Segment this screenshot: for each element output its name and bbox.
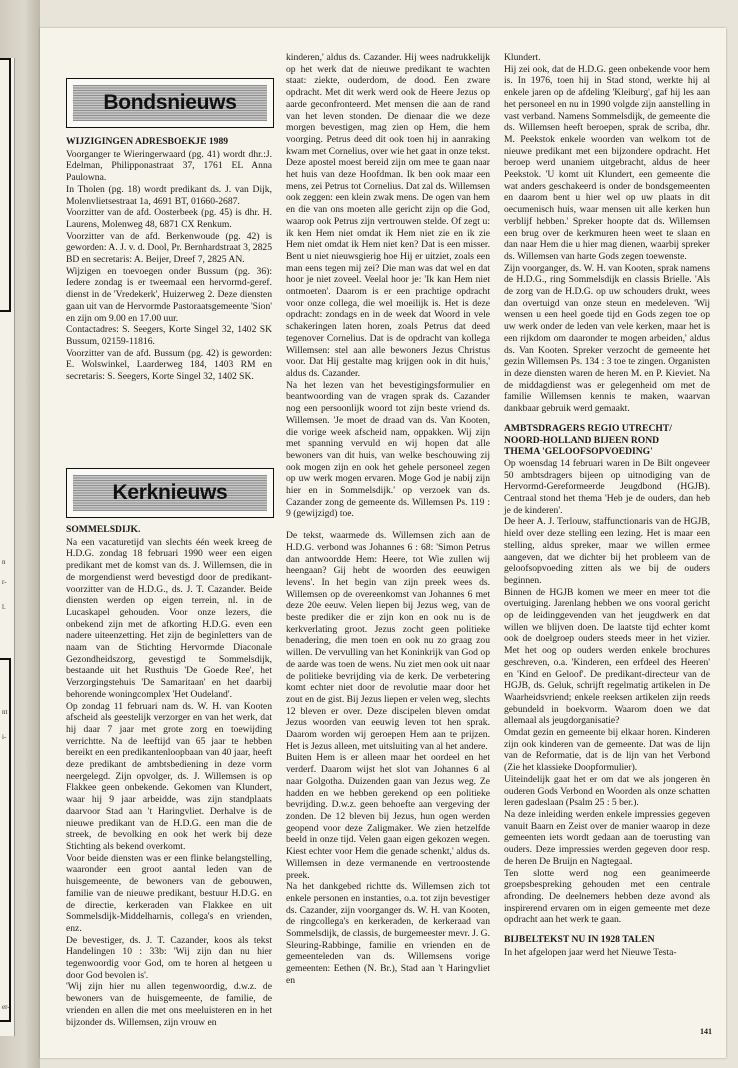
ambtsdragers-heading-line: AMBTSDRAGERS REGIO UTRECHT/	[504, 422, 672, 434]
article-paragraph: kinderen,' aldus ds. Cazander. Hij wees nadrukkelijk op het werk dat de nieuwe predikant te wachten staat: ziekte, ouderdom, de dood. Een zware opdracht. Met dit werk werd ook de Heere Jezus op aarde geconfronteerd. Met mensen die aan de rand van het leven stonden. De dienaar die we deze morgen bevestigen, mag zien op Hem, die hem voorging. Petrus deed dit ook toen hij in aanraking kwam met Cornelius, over wie het gaat in onze tekst. Deze apostel moest bereid zijn om mee te gaan naar het huis van deze Hoofdman. Ik ben ook maar een mens, zei Petrus tot Cornelius. Dat zal ds. Willemsen ook zeggen: een klein zwak mens. De ogen van hem en die van ons moeten alle gericht zijn op die God, waarop ook Petrus zijn vertrouwen stelde. Of zegt u: ik ken Hem niet omdat ik Hem niet zie en ik zie Hem niet omdat ik Hem niet ken? Dat is een misser. Bent u niet nieuwsgierig hoe Hij er uitziet, zoals een man eens tegen mij zei? Die man was dat wel en dat hoor je niet zoveel. Veelal hoor je: 'Ik kan Hem niet ontmoeten'. Daarom is er een prachtige opdracht voor onze collega, die wel moeilijk is. Het is deze opdracht: zondags en in de week dat Woord in vele schakeringen laten horen, zoals Petrus dat deed tegenover Cornelius. Dat is de opdracht van kollega Willemsen: stel aan alle bewoners Jezus Christus voor. Dat Hij gestalte mag krijgen ook in dit huis,' aldus ds. Cazander.	[286, 52, 490, 379]
article-paragraph: De bevestiger, ds. J. T. Cazander, koos als tekst Handelingen 10 : 33b: 'Wij zijn dan nu hier tegenwoordig voor God, om te horen al hetgeen u door God bevolen is'.	[66, 934, 272, 981]
article-paragraph: Op woensdag 14 februari waren in De Bilt ongeveer 50 ambtsdragers bijeen op uitnodiging van de Hervormd-Gereformeerde Jeugdbond (HGJB). Centraal stond het thema 'Heb je de ouders, dan heb je de kinderen'.	[504, 457, 710, 516]
article-paragraph: Buiten Hem is er alleen maar het oordeel en het verderf. Daarom wijst het slot van Johannes 6 al naar Golgotha. Duizenden gaan van Jezus weg. Ze hadden en we hebben gerekend op een politieke bevrijding. D.w.z. geen behoefte aan vergeving der zonden. De 12 bleven bij Jezus, hun ogen werden geopend voor deze Zaligmaker. We zien hetzelfde beeld in onze tijd. Velen gaan eigen gekozen wegen. Kiest echter voor Hem die genade schenkt,' aldus ds. Willemsen in deze vermanende en vertroostende preek.	[286, 752, 490, 881]
article-paragraph: Hij zei ook, dat de H.D.G. geen onbekende voor hem is. In 1976, toen hij in Stad stond, werkte hij al enkele jaren op de afdeling 'Kleiburg', gaf hij les aan het personeel en nu in 1990 volgde zijn aanstelling in vast verband. Namens Sommelsdijk, de gemeente die ds. Willemsen heeft beroepen, sprak de scriba, dhr. M. Peekstok enkele woorden van welkom tot de nieuwe predikant met een bijzondere opdracht. Het beroep werd unaniem uitgebracht, aldus de heer Peekstok. 'U komt uit Klundert, een gemeente die wat anders geschakeerd is onder de bondsgemeenten en daarom bent u hier wel op uw plaats in dit oecumenisch huis, waar mensen uit alle kerken hun verblijf hebben.' Spreker hoopte dat ds. Willemsen een brug over de kerkmuren heen weet te slaan en dan naar Hem die u hier mag dienen, waarbij spreker ds. Willemsen van harte Gods zegen toewenste.	[504, 63, 710, 262]
kerknieuws-header	[66, 468, 274, 518]
bijbeltekst-heading: BIJBELTEKST NU IN 1928 TALEN	[504, 934, 655, 946]
column-1-bottom	[66, 524, 272, 1028]
previous-page-fragment: n	[2, 558, 6, 566]
previous-page-fragment: r-	[2, 578, 7, 586]
article-paragraph: Binnen de HGJB komen we meer en meer tot die overtuiging. Jarenlang hebben we ons vooral gericht op de leidinggevenden van het jeugdwerk en dat willen we blijven doen. De laatste tijd echter komt ook de doelgroep ouders steeds meer in het vizier. Met het oog op ouders werden enkele brochures geschreven, o.a. 'Kinderen, een erfdeel des Heeren' en 'Kind en Geloof'. De predikant-directeur van de HGJB, ds. Geluk, schrijft regelmatig artikelen in De Waarheidsvriend; enkele reeksen artikelen zijn reeds gebundeld in boekvorm. Waarom doen we dat allemaal als jeugdorganisatie?	[504, 586, 710, 727]
article-paragraph: Uiteindelijk gaat het er om dat we als jongeren èn ouderen Gods Verbond en Woorden als onze schatten leren gadeslaan (Psalm 25 : 5 ber.).	[504, 773, 710, 809]
ambtsdragers-heading	[504, 423, 710, 458]
article-paragraph: De tekst, waarmede ds. Willemsen zich aan de H.D.G. verbond was Johannes 6 : 68: 'Simon Petrus dan antwoordde Hem: Heere, tot Wie zullen wij heengaan? Gij hebt de woorden des eeuwigen levens'. In het begin van zijn preek wees ds. Willemsen op de overeenkomst van Johannes 6 met deze 20e eeuw. Velen liepen bij Jezus weg, van de beste prediker die er zijn kon en ook nu is de kerkverlating groot. Jezus zocht geen politieke benadering, die men toen en ook nu zo graag zou willen. De vervulling van het Koninkrijk van God op de aarde was toen de wens. Nu ziet men ook uit naar de politieke bevrijding via de kerk. De verbetering komt echter niet door de revolutie maar door het zout en de gist. Bij Jezus liepen er velen weg, slechts 12 bleven er over. Deze discipelen bleven omdat Jezus woorden van eeuwig leven tot hen sprak. Daarom worden wij geroepen Hem aan te prijzen. Het is Jezus alleen, met uitsluiting van al het andere.	[286, 530, 490, 752]
ambtsdragers-heading-line: NOORD-HOLLAND BIJEEN ROND	[504, 434, 660, 446]
article-paragraph: Na een vacaturetijd van slechts één week kreeg de H.D.G. zondag 18 februari 1990 weer een eigen predikant met de komst van ds. J. Willemsen, die in de morgendienst werd bevestigd door de predikant-voorzitter van de H.D.G., ds. J. T. Cazander. Beide diensten werden op eigen terrein, nl. in de Lucaskapel gehouden. Voor onze lezers, die onbekend zijn met de afkorting H.D.G. even een nadere uiteenzetting. Het zijn de beginletters van de naam van de Stichting Hervormde Diaconale Gezondheidszorg, gevestigd te Sommelsdijk, bestaande uit het Rusthuis 'De Goede Ree', het Verzorgingstehuis 'De Samaritaan' en het daarbij behorende woningcomplex 'Het Oudeland'.	[66, 536, 272, 700]
wijziging-entry: Voorganger te Wieringerwaard (pg. 41) wordt dhr.:J. Edelman, Philipponastraat 37, 1761 EL Anna Paulowna.	[66, 148, 272, 184]
column-3	[504, 52, 710, 958]
article-paragraph: Ten slotte werd nog een geanimeerde groepsbespreking gehouden met een centrale afronding. De deelnemers hebben deze avond als inspirerend ervaren om in eigen gemeente met deze opdracht aan het werk te gaan.	[504, 867, 710, 926]
wijziging-entry: Voorzitter van de afd. Oosterbeek (pg. 45) is dhr. H. Laurens, Molenweg 48, 6871 CX Renkum.	[66, 207, 272, 230]
bondsnieuws-title: Bondsnieuws	[103, 91, 237, 114]
ambtsdragers-heading-line: THEMA 'GELOOFSOPVOEDING'	[504, 446, 653, 458]
wijziging-entry: Voorzitter van de afd. Berkenwoude (pg. 42) is geworden: A. J. v. d. Dool, Pr. Bernhardstraat 3, 2825 BD en secretaris: A. Beijer, Dreef 7, 2825 AN.	[66, 230, 272, 266]
column-2	[286, 52, 490, 987]
article-paragraph: Zijn voorganger, ds. W. H. van Kooten, sprak namens de H.D.G., ring Sommelsdijk en classis Brielle. 'Als de zorg van de H.D.G. op uw schouders drukt, wees dan overtuigd van onze steun en medeleven. 'Wij wensen u een heel goede tijd en Gods zegen toe op uw werk onder de leden van vele kerken, maar het is een rijkdom om daaronder te mogen arbeiden,' aldus ds. Van Kooten. Spreker verzocht de gemeente het gezin Willemsen Ps. 134 : 3 toe te zingen. Organisten in deze diensten waren de heren M. en P. Kieviet. Na de middagdienst was er gelegenheid om met de familie Willemsen kennis te maken, waarvan dankbaar gebruik werd gemaakt.	[504, 262, 710, 415]
wijziging-entry: In Tholen (pg. 18) wordt predikant ds. J. van Dijk, Molenvlietsestraat 1a, 4691 BT, 01660-2687.	[66, 183, 272, 207]
previous-page-fragment: i-	[2, 733, 7, 741]
article-paragraph: 'Wij zijn hier nu allen tegenwoordig, d.w.z. de bewoners van de huisgemeente, de familie, de vrienden en allen die met ons meeluisteren en in het bijzonder ds. Willemsen, zijn vrouw en	[66, 981, 272, 1028]
article-paragraph: Voor beide diensten was er een flinke belangstelling, waaronder een groot aantal leden van de huisgemeente, de bewoners van de gebouwen, familie van de nieuwe predikant, bestuur H.D.G. en de directie, kerkeraden van Flakkee en uit Sommelsdijk-Middelharnis, collega's en vrienden, enz.	[66, 852, 272, 934]
article-paragraph: Na deze inleiding werden enkele impressies gegeven vanuit Baarn en Zeist over de manier waarop in deze gemeenten iets wordt gedaan aan de toerusting van ouders. Deze impressies werden gegeven door resp. de heren De Bruijn en Nagtegaal.	[504, 809, 710, 867]
article-paragraph: Klundert.	[504, 52, 541, 63]
previous-page-box	[0, 58, 11, 312]
kerknieuws-title: Kerknieuws	[112, 481, 228, 504]
previous-page-edge	[0, 58, 15, 1036]
previous-page-fragment: er-	[2, 1003, 10, 1011]
column-1-top	[66, 136, 272, 383]
article-paragraph: Omdat gezin en gemeente bij elkaar horen. Kinderen zijn ook kinderen van de gemeente. Dat was de lijn van de Reformatie, dat is de lijn van het Verbond (Zie het klassieke Doopformulier).	[504, 727, 710, 774]
article-paragraph: De heer A. J. Terlouw, staffunctionaris van de HGJB, hield over deze stelling een lezing. Het is maar een stelling, aldus spreker, maar we willen ermee aangeven, dat we dichter bij het probleem van de geloofsopvoeding zitten als we bij de ouders beginnen.	[504, 516, 710, 586]
bondsnieuws-header	[66, 78, 274, 128]
sommelsdijk-heading: SOMMELSDIJK.	[66, 524, 141, 535]
article-paragraph: In het afgelopen jaar werd het Nieuwe Testa-	[504, 946, 677, 958]
magazine-page	[40, 28, 726, 1058]
article-paragraph: Na het dankgebed richtte ds. Willemsen zich tot enkele personen en instanties, o.a. tot zijn bevestiger ds. Cazander, zijn voorganger ds. W. H. van Kooten, de ringcollega's en kerkeraden, de kerkeraad van Sommelsdijk, de classis, de burgemeester mevr. J. G. Sleuring-Rabbinge, familie en vrienden en de gemeenteleden van ds. Willemsens vorige gemeenten: Eethen (N. Br.), Stad aan 't Haringvliet en	[286, 881, 490, 986]
wijzigingen-heading: WIJZIGINGEN ADRESBOEKJE 1989	[66, 136, 229, 147]
previous-page-fragment: nt	[2, 708, 8, 716]
article-paragraph: Na het lezen van het bevestigingsformulier en beantwoording van de vragen sprak ds. Cazander nog een persoonlijk woord tot zijn beste vriend ds. Willemsen. 'Je moet de draad van ds. Van Kooten, die vorige week afscheid nam, oppakken. Wij zijn met spanning vervuld en wij hopen dat alle bewoners van dit huis, van welke beschouwing zij ook mogen zijn en ook het gehele personeel zegen op uw werk mogen ervaren. Moge God je nabij zijn hier en in Sommelsdijk.' op verzoek van ds. Cazander zong de gemeente ds. Willemsen Ps. 119 : 9 (gewijzigd) toe.	[286, 379, 490, 520]
wijziging-entry: Voorzitter van de afd. Bussum (pg. 42) is geworden: E. Wolswinkel, Laarderweg 184, 1403 RM en secretaris: S. Seegers, Korte Singel 32, 1402 SK.	[66, 347, 272, 383]
wijziging-entry: Wijzigen en toevoegen onder Bussum (pg. 36): Iedere zondag is er tweemaal een hervormd-geref. dienst in de 'Vredekerk', Huizerweg 2. Deze diensten gaan uit van de Hervormde Pastoraatsgemeente 'Sion' en zijn om 9.00 en 17.00 uur.	[66, 265, 272, 324]
previous-page-fragment: l.	[2, 603, 6, 611]
article-paragraph: Op zondag 11 februari nam ds. W. H. van Kooten afscheid als geestelijk verzorger en van het werk, dat hij daar 7 jaar met grote zorg en toewijding verrichtte. Na de leeftijd van 65 jaar te hebben bereikt en een predikantenloopbaan van 40 jaar, heeft deze predikant de ambtsbediening in deze vorm neergelegd. Zijn opvolger, ds. J. Willemsen is op Flakkee geen onbekende. Gekomen van Klundert, waar hij 9 jaar arbeidde, was zijn standplaats daarvoor Stad aan 't Haringvliet. Derhalve is de nieuwe predikant van de H.D.G. een man die de streek, de bevolking en ook het werk bij deze Stichting als bekend overkomt.	[66, 700, 272, 852]
wijziging-entry: Contactadres: S. Seegers, Korte Singel 32, 1402 SK Bussum, 02159-11816.	[66, 324, 272, 347]
page-number: 141	[700, 1027, 712, 1036]
